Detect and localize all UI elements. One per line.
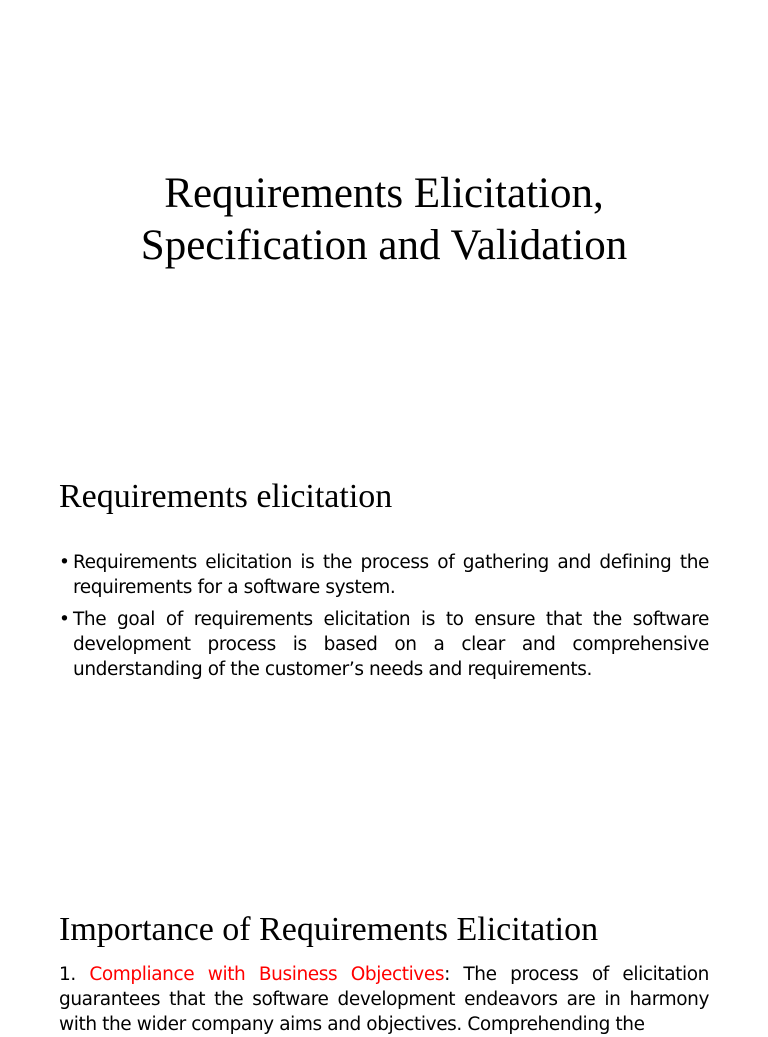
title-line-1: Requirements Elicitation, bbox=[164, 170, 604, 217]
list-item bbox=[59, 607, 709, 682]
bullet-icon: • bbox=[59, 609, 70, 630]
numbered-item bbox=[59, 962, 709, 1037]
presentation-title bbox=[0, 168, 768, 272]
title-line-2: Specification and Validation bbox=[140, 222, 628, 269]
item-text: The process of elicitation guarantees that the software development endeavors are in harmony with the wider company aims and objectives. Comprehending the bbox=[59, 964, 709, 1035]
item-highlight: Compliance with Business Objectives bbox=[89, 964, 445, 985]
item-separator: : bbox=[444, 964, 450, 985]
section-heading-elicitation: Requirements elicitation bbox=[59, 478, 393, 515]
title-slide bbox=[0, 0, 768, 410]
section-heading-importance: Importance of Requirements Elicitation bbox=[59, 911, 599, 948]
bullet-icon: • bbox=[59, 552, 70, 573]
list-item bbox=[59, 550, 709, 600]
bullet-text: Requirements elicitation is the process of gathering and defining the requirements for a software system. bbox=[73, 552, 709, 598]
bullet-text: The goal of requirements elicitation is to ensure that the software development process is based on a clear and comprehensive understanding of the customer’s needs and requirements. bbox=[73, 609, 709, 680]
item-number: 1. bbox=[59, 964, 76, 985]
bullet-list bbox=[59, 550, 709, 689]
